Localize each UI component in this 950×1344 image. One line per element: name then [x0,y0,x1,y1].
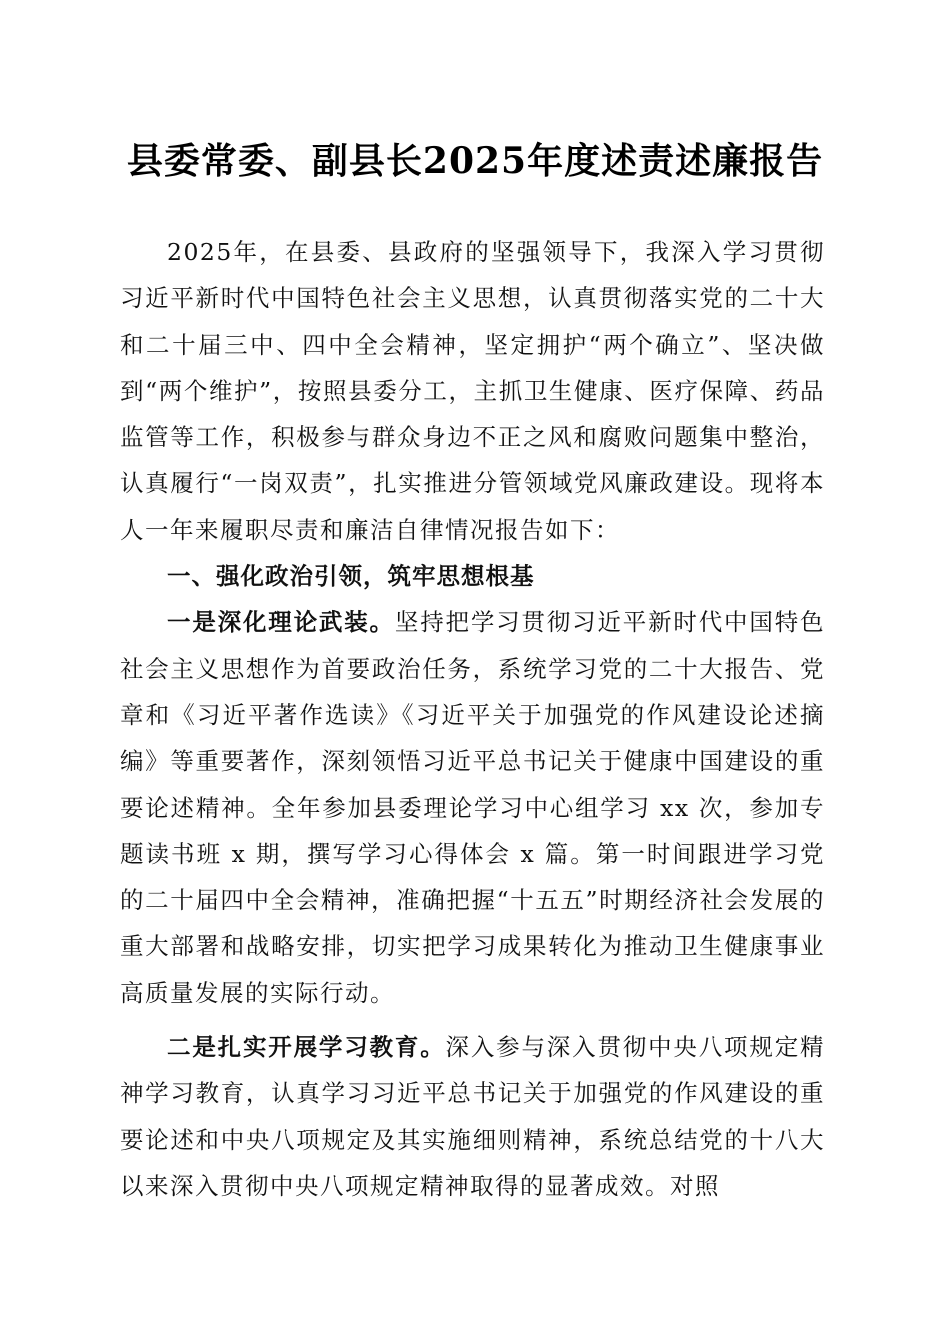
paragraph-1-lead: 一是深化理论武装。 [167,608,395,637]
paragraph-1 [120,599,825,1016]
paragraph-2-body: 深入参与深入贯彻中央八项规定精神学习教育，认真学习习近平总书记关于加强党的作风建设的重要论述和中央八项规定及其实施细则精神，系统总结党的十八大以来深入贯彻中央八项规定精神取得的显著成效。对照 [120,1033,826,1200]
document-body [120,229,825,1209]
intro-paragraph: 2025年，在县委、县政府的坚强领导下，我深入学习贯彻习近平新时代中国特色社会主义思想，认真贯彻落实党的二十大和二十届三中、四中全会精神，坚定拥护“两个确立”、坚决做到“两个维护”，按照县委分工，主抓卫生健康、医疗保障、药品监管等工作，积极参与群众身边不正之风和腐败问题集中整治，认真履行“一岗双责”，扎实推进分管领域党风廉政建设。现将本人一年来履职尽责和廉洁自律情况报告如下： [120,238,825,544]
paragraph-2-lead: 二是扎实开展学习教育。 [167,1033,446,1062]
paragraph-1-body: 坚持把学习贯彻习近平新时代中国特色社会主义思想作为首要政治任务，系统学习党的二十大报告、党章和《习近平著作选读》《习近平关于加强党的作风建设论述摘编》等重要著作，深刻领悟习近平总书记关于健康中国建设的重要论述精神。全年参加县委理论学习中心组学习 xx 次，参加专题读书班 x 期，撰写学习心得体会 x 篇。第一时间跟进学习党的二十届四中全会精神，准确把握“十五五”时期经济社会发展的重大部署和战略安排，切实把学习成果转化为推动卫生健康事业高质量发展的实际行动。 [120,608,826,1007]
section-heading: 一、强化政治引领，筑牢思想根基 [167,562,535,591]
document-title: 县委常委、副县长2025年度述责述廉报告 [126,140,824,182]
paragraph-2 [120,1024,825,1209]
